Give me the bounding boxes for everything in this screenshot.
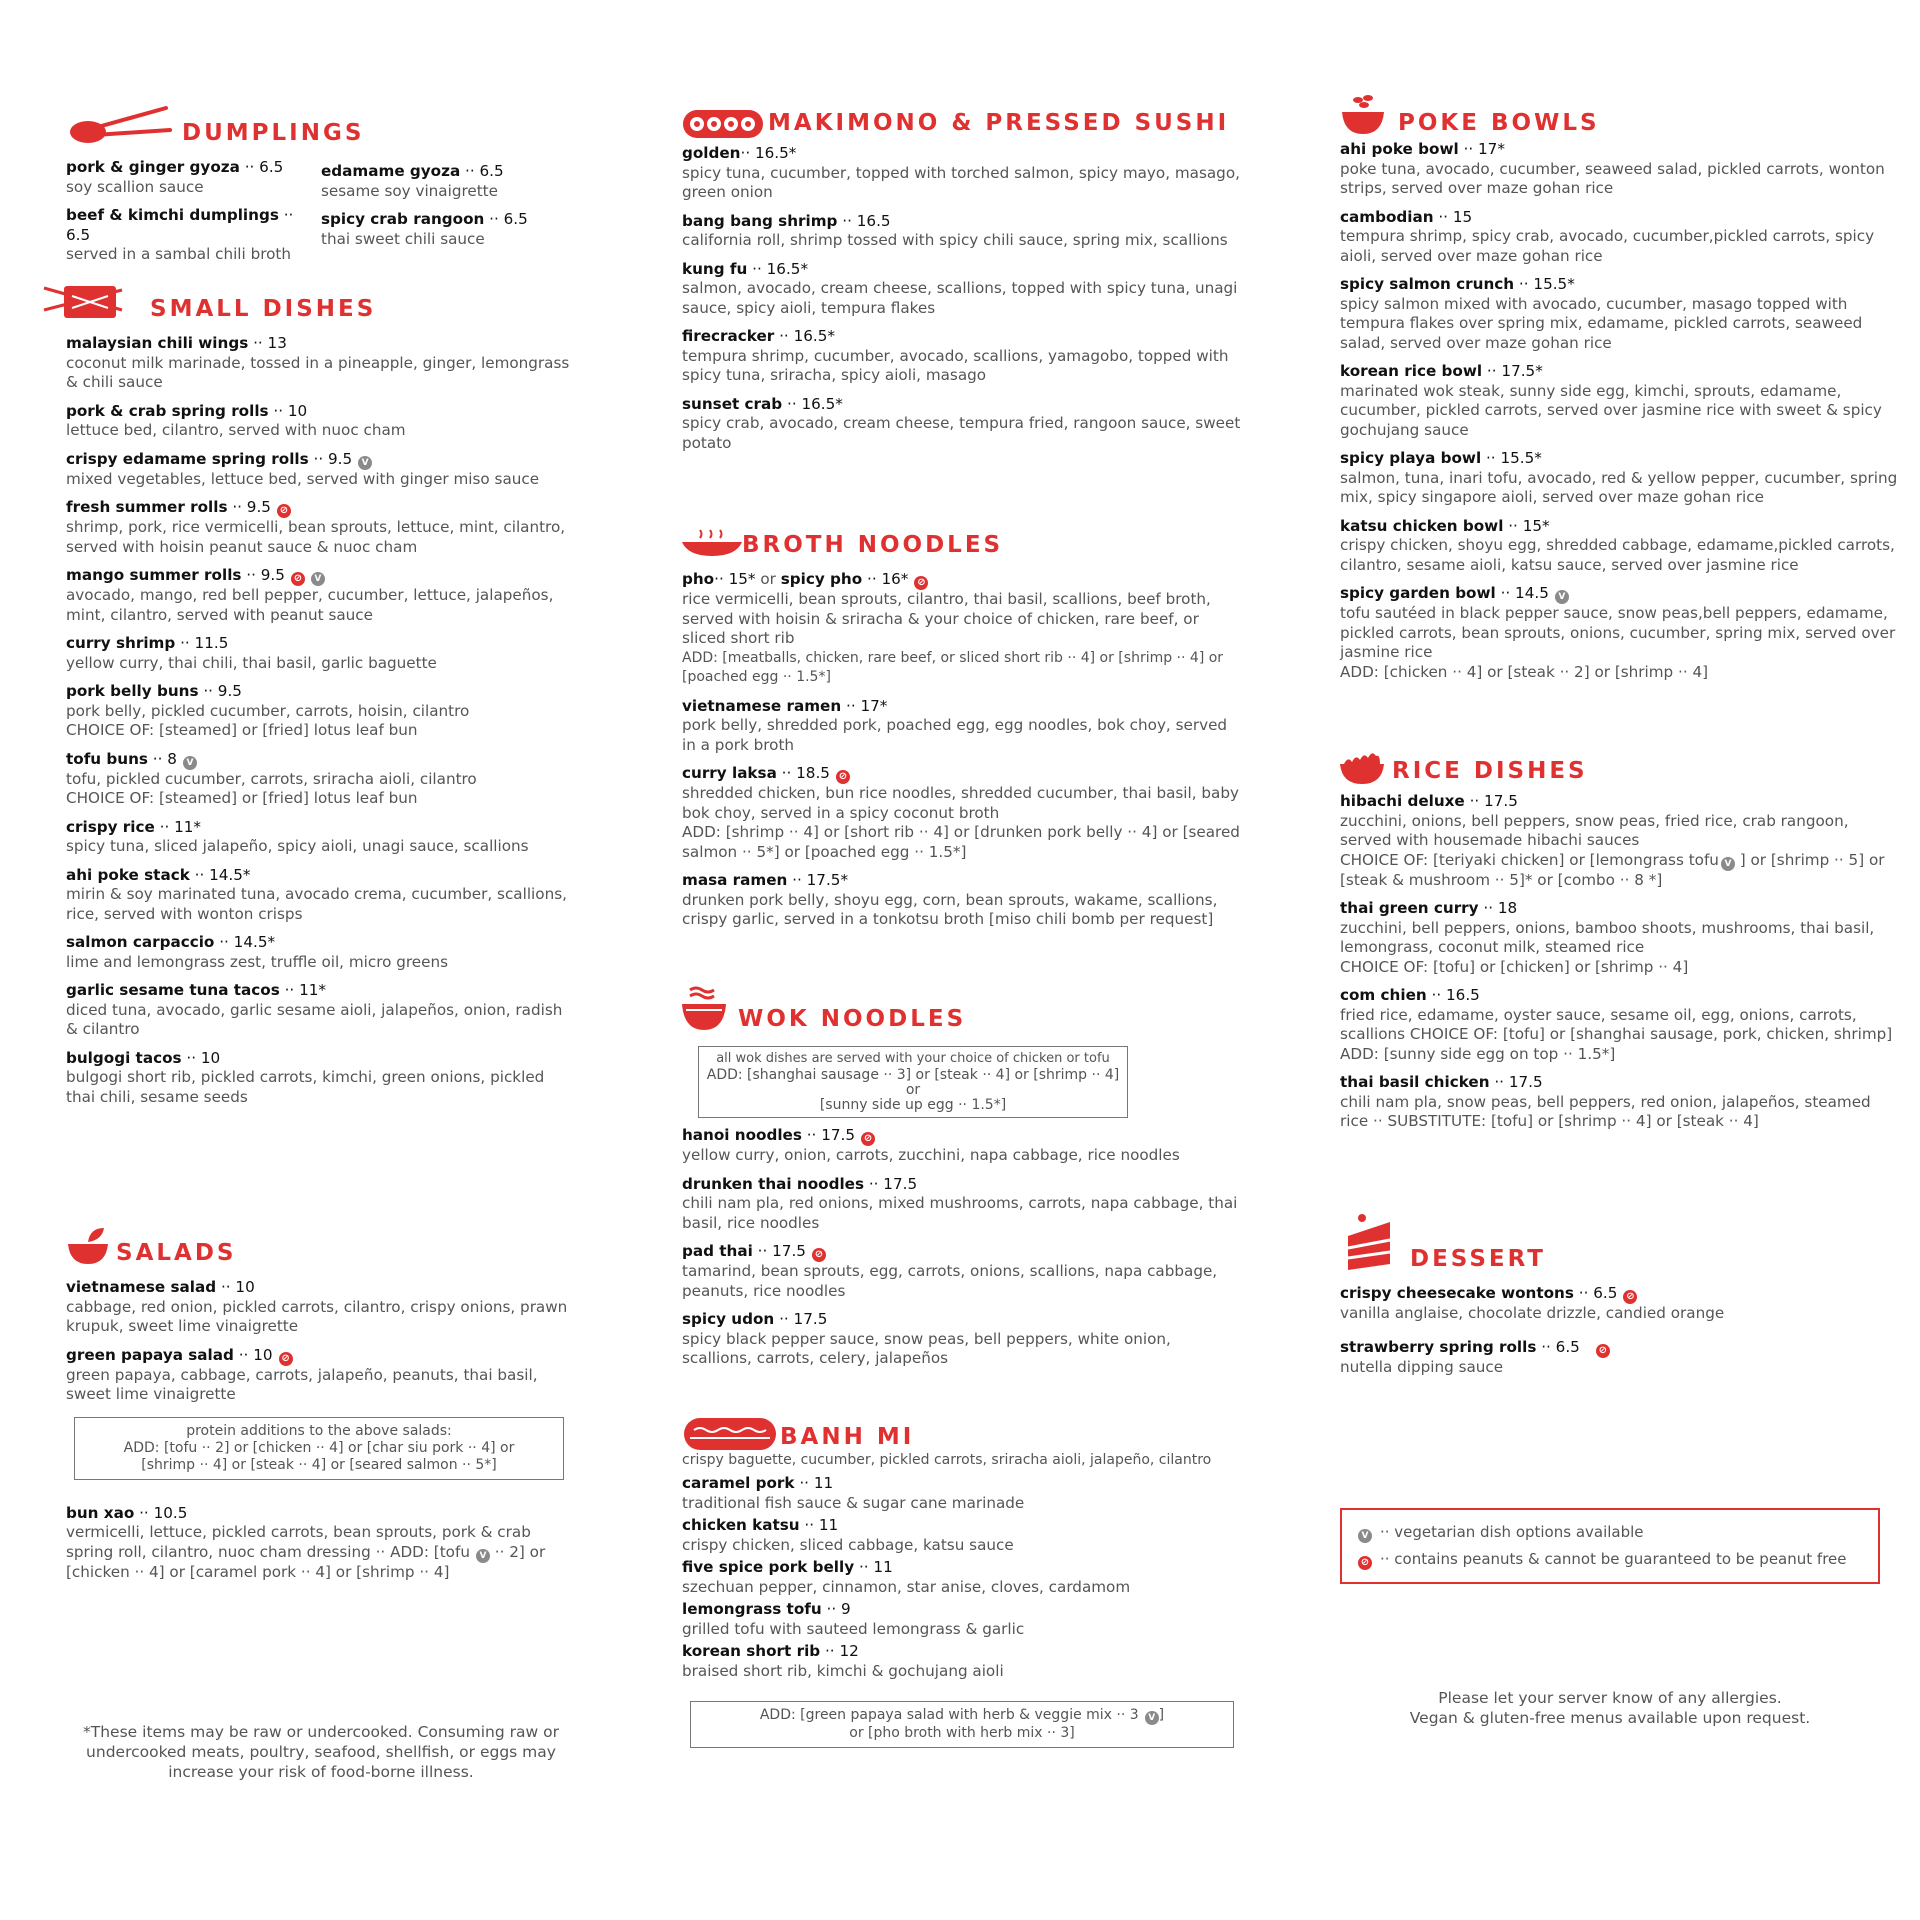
menu-item: green papaya salad ·· 10 ⊘ green papaya, cabbage, carrots, jalapeño, peanuts, thai basil, sweet lime vinaigrette (66, 1345, 538, 1403)
peanut-icon: ⊘ (1358, 1556, 1372, 1570)
section-title: DUMPLINGS (182, 120, 365, 146)
menu-item: masa ramen ·· 17.5* drunken pork belly, shoyu egg, corn, bean sprouts, wakame, scallions, crispy garlic, served in a tonkotsu broth [miso chili bomb per request] (682, 871, 1218, 928)
menu-item: pho·· 15* or spicy pho ·· 16* ⊘ rice vermicelli, bean sprouts, cilantro, thai basil, scallions, beef broth, served with hoisin & sriracha & your choice of chicken, rare beef, or sliced short rib ADD: [meatballs, chicken, rare beef, or sliced short rib ·· 4] or [shrimp ·· 4] or [poached egg ·· 1.5*] (682, 570, 1224, 685)
banh-mi-subtitle: crispy baguette, cucumber, pickled carrots, sriracha aioli, jalapeño, cilantro (682, 1452, 1212, 1468)
section-title: WOK NOODLES (738, 1006, 967, 1032)
tray-chopsticks-icon (42, 280, 124, 324)
menu-item: spicy crab rangoon ·· 6.5 thai sweet chili sauce (321, 210, 528, 248)
menu-item: pork & crab spring rolls ·· 10 lettuce bed, cilantro, served with nuoc cham (66, 401, 406, 439)
menu-item: bulgogi tacos ·· 10 bulgogi short rib, pickled carrots, kimchi, green onions, pickled thai chili, sesame seeds (66, 1048, 545, 1106)
peanut-icon: ⊘ (861, 1132, 875, 1146)
peanut-icon: ⊘ (1623, 1290, 1637, 1304)
peanut-icon: ⊘ (1596, 1344, 1610, 1358)
menu-item: strawberry spring rolls ·· 6.5 ⊘ nutella dipping sauce (1340, 1338, 1900, 1378)
peanut-icon: ⊘ (812, 1248, 826, 1262)
menu-item: bun xao ·· 10.5 vermicelli, lettuce, pickled carrots, bean sprouts, pork & crab spring roll, cilantro, nuoc cham dressing ·· ADD: [tofu V ·· 2] or [chicken ·· 4] or [caramel pork ·· 4] or [shrimp ·· 4] (66, 1503, 546, 1581)
menu-item: ahi poke bowl ·· 17* poke tuna, avocado, cucumber, seaweed salad, pickled carrots, wonton strips, served over maze gohan rice (1340, 140, 1885, 197)
section-dumplings (66, 104, 576, 274)
section-salads (66, 1224, 576, 1591)
menu-item: garlic sesame tuna tacos ·· 11* diced tuna, avocado, garlic sesame aioli, jalapeños, onion, radish & cilantro (66, 981, 563, 1038)
allergy-note: Please let your server know of any allergies. Vegan & gluten-free menus available upon request. (1409, 1689, 1811, 1727)
section-small-dishes (66, 280, 576, 1116)
section-rice-dishes (1340, 746, 1900, 1141)
menu-item: spicy playa bowl ·· 15.5* salmon, tuna, inari tofu, avocado, red & yellow pepper, cucumber, spring mix, spicy singapore aioli, served over maze gohan rice (1340, 449, 1898, 506)
section-title: SMALL DISHES (150, 296, 377, 322)
salad-bowl-icon (66, 1224, 110, 1268)
section-title: BANH MI (780, 1424, 915, 1450)
menu-item: caramel pork ·· 11 traditional fish sauce & sugar cane marinade (682, 1474, 1025, 1512)
peanut-icon: ⊘ (279, 1352, 293, 1366)
vegetarian-icon: V (1555, 590, 1569, 604)
menu-item: five spice pork belly ·· 11 szechuan pepper, cinnamon, star anise, cloves, cardamom (682, 1558, 1131, 1596)
menu-item: korean short rib ·· 12 braised short rib, kimchi & gochujang aioli (682, 1642, 1004, 1680)
menu-item: vietnamese salad ·· 10 cabbage, red onion, pickled carrots, cilantro, crispy onions, prawn krupuk, sweet lime vinaigrette (66, 1278, 568, 1335)
menu-item: lemongrass tofu ·· 9 grilled tofu with sauteed lemongrass & garlic (682, 1600, 1025, 1638)
small-dishes-list (66, 334, 576, 1107)
menu-item: thai green curry ·· 18 zucchini, bell peppers, onions, bamboo shoots, mushrooms, thai basil, lemongrass, coconut milk, steamed rice CHOICE OF: [tofu] or [chicken] or [shrimp ·· 4] (1340, 899, 1875, 976)
vegetarian-icon: V (1721, 857, 1735, 871)
menu-item: spicy udon ·· 17.5 spicy black pepper sauce, snow peas, bell peppers, white onion, scallions, carrots, celery, jalapeños (682, 1310, 1171, 1367)
section-title: POKE BOWLS (1398, 110, 1600, 136)
menu-item: hanoi noodles ·· 17.5 ⊘ yellow curry, onion, carrots, zucchini, napa cabbage, rice noodles (682, 1126, 1180, 1164)
menu-item: malaysian chili wings ·· 13 coconut milk marinade, tossed in a pineapple, ginger, lemongrass & chili sauce (66, 334, 570, 391)
section-dessert (1340, 1212, 1900, 1386)
peanut-icon: ⊘ (291, 572, 305, 586)
sandwich-icon (682, 1416, 778, 1452)
section-broth-noodles (682, 520, 1242, 939)
sushi-rolls-icon (682, 106, 764, 142)
menu-item: edamame gyoza ·· 6.5 sesame soy vinaigrette (321, 162, 504, 200)
menu-item: curry shrimp ·· 11.5 yellow curry, thai chili, thai basil, garlic baguette (66, 634, 437, 672)
menu-item: pork & ginger gyoza ·· 6.5 soy scallion sauce (66, 158, 284, 196)
banh-mi-add-box: ADD: [green papaya salad with herb & veggie mix ·· 3 V ] or [pho broth with herb mix ·· 3] (690, 1701, 1234, 1748)
menu-item: vietnamese ramen ·· 17* pork belly, shredded pork, poached egg, egg noodles, bok choy, served in a pork broth (682, 696, 1228, 754)
menu-item: ahi poke stack ·· 14.5* mirin & soy marinated tuna, avocado crema, cucumber, scallions, rice, served with wonton crisps (66, 865, 567, 923)
menu-item: cambodian ·· 15 tempura shrimp, spicy crab, avocado, cucumber,pickled carrots, spicy aioli, served over maze gohan rice (1340, 207, 1875, 265)
peanut-icon: ⊘ (836, 770, 850, 784)
menu-item: spicy garden bowl ·· 14.5 V tofu sautéed in black pepper sauce, snow peas,bell peppers, edamame, pickled carrots, bean sprouts, onions, cucumber, spring mix, served over jasmine rice ADD: [chicken ·· 4] or [steak ·· 2] or [shrimp ·· 4] (1340, 584, 1896, 681)
peanut-icon: ⊘ (277, 504, 291, 518)
section-poke-bowls (1340, 92, 1900, 691)
vegetarian-icon: V (476, 1549, 490, 1563)
section-title: DESSERT (1410, 1246, 1546, 1272)
vegetarian-icon: V (358, 456, 372, 470)
menu-item: korean rice bowl ·· 17.5* marinated wok steak, sunny side egg, kimchi, sprouts, edamame, cucumber, pickled carrots, served over jasmine rice with sweet & spicy gochujang sauce (1340, 362, 1882, 439)
section-makimono (682, 98, 1242, 462)
menu-item: kung fu ·· 16.5* salmon, avocado, cream cheese, scallions, topped with spicy tuna, unagi sauce, spicy aioli, tempura flakes (682, 259, 1238, 317)
menu-item: pad thai ·· 17.5 ⊘ tamarind, bean sprouts, egg, carrots, onions, scallions, napa cabbage, peanuts, rice noodles (682, 1242, 1218, 1300)
steaming-bowl-icon (682, 524, 742, 560)
menu-item: thai basil chicken ·· 17.5 chili nam pla, snow peas, bell peppers, red onion, jalapeños, steamed rice ·· SUBSTITUTE: [tofu] or [shrimp ·· 4] or [steak ·· 4] (1340, 1073, 1871, 1130)
salad-protein-box: protein additions to the above salads: ADD: [tofu ·· 2] or [chicken ·· 4] or [char siu pork ·· 4] or [shrimp ·· 4] or [steak ·· 4] or [seared salmon ·· 5*] (74, 1417, 564, 1480)
raw-food-footnote: *These items may be raw or undercooked. Consuming raw or undercooked meats, poultry, seafood, shellfish, or eggs may increase your risk of food-borne illness. (83, 1723, 559, 1781)
section-banh-mi (682, 1412, 1242, 1748)
menu-item: salmon carpaccio ·· 14.5* lime and lemongrass zest, truffle oil, micro greens (66, 933, 449, 971)
menu-item: spicy salmon crunch ·· 15.5* spicy salmon mixed with avocado, cucumber, masago topped with tempura flakes over spring mix, edamame, pickled carrots, seaweed salad, served over maze gohan rice (1340, 275, 1863, 352)
vegetarian-icon: V (311, 572, 325, 586)
noodle-bowl-icon (682, 984, 726, 1034)
menu-item: tofu buns ·· 8 V tofu, pickled cucumber, carrots, sriracha aioli, cilantro CHOICE OF: [steamed] or [fried] lotus leaf bun (66, 749, 477, 807)
section-title: SALADS (116, 1240, 237, 1266)
menu-item: pork belly buns ·· 9.5 pork belly, pickled cucumber, carrots, hoisin, cilantro CHOICE OF: [steamed] or [fried] lotus leaf bun (66, 682, 470, 739)
menu-item: drunken thai noodles ·· 17.5 chili nam pla, red onions, mixed mushrooms, carrots, napa cabbage, thai basil, rice noodles (682, 1174, 1238, 1232)
rice-bowl-icon (1340, 750, 1384, 786)
section-title: BROTH NOODLES (742, 532, 1004, 558)
section-wok-noodles (682, 984, 1242, 1378)
vegetarian-icon: V (1145, 1711, 1159, 1725)
menu-item: beef & kimchi dumplings ·· 6.5 served in a sambal chili broth (66, 206, 294, 263)
menu-item: crispy edamame spring rolls ·· 9.5 V mixed vegetables, lettuce bed, served with ginger miso sauce (66, 449, 540, 488)
menu-item: sunset crab ·· 16.5* spicy crab, avocado, cream cheese, tempura fried, rangoon sauce, sweet potato (682, 394, 1241, 452)
menu-item: curry laksa ·· 18.5 ⊘ shredded chicken, bun rice noodles, shredded cucumber, thai basil, baby bok choy, served in a spicy coconut broth ADD: [shrimp ·· 4] or [short rib ·· 4] or [drunken pork belly ·· 4] or [seared salmon ·· 5*] or [poached egg ·· 1.5*] (682, 764, 1240, 861)
menu-item: crispy rice ·· 11* spicy tuna, sliced jalapeño, spicy aioli, unagi sauce, scallions (66, 817, 529, 855)
dietary-legend: V ·· vegetarian dish options available ⊘ ·· contains peanuts & cannot be guaranteed to be peanut free (1340, 1508, 1880, 1584)
menu-item: hibachi deluxe ·· 17.5 zucchini, onions, bell peppers, snow peas, fried rice, crab rangoon, served with housemade hibachi sauces CHOICE OF: [teriyaki chicken] or [lemongrass tofu V ] or [shrimp ·· 5] or [steak & mushroom ·· 5]* or [combo ·· 8 *] (1340, 792, 1885, 889)
menu-item: fresh summer rolls ·· 9.5 ⊘ shrimp, pork, rice vermicelli, bean sprouts, lettuce, mint, cilantro, served with hoisin peanut sauce & nuoc cham (66, 498, 566, 556)
chopsticks-dumpling-icon (66, 104, 176, 148)
menu-item: katsu chicken bowl ·· 15* crispy chicken, shoyu egg, shredded cabbage, edamame,pickled carrots, cilantro, sesame aioli, katsu sauce, served over jasmine rice (1340, 516, 1895, 574)
section-title: MAKIMONO & PRESSED SUSHI (768, 110, 1230, 136)
menu-item: crispy cheesecake wontons ·· 6.5 ⊘ vanilla anglaise, chocolate drizzle, candied orange (1340, 1284, 1725, 1322)
menu-item: chicken katsu ·· 11 crispy chicken, sliced cabbage, katsu sauce (682, 1516, 1014, 1554)
menu-item: golden·· 16.5* spicy tuna, cucumber, topped with torched salmon, spicy mayo, masago, green onion (682, 144, 1240, 201)
poke-bowl-icon (1340, 92, 1386, 138)
menu-item: bang bang shrimp ·· 16.5 california roll, shrimp tossed with spicy chili sauce, spring mix, scallions (682, 211, 1228, 249)
menu-item: firecracker ·· 16.5* tempura shrimp, cucumber, avocado, scallions, yamagobo, topped with spicy tuna, sriracha, spicy aioli, masago (682, 327, 1229, 384)
vegetarian-icon: V (1358, 1529, 1372, 1543)
menu-item: com chien ·· 16.5 fried rice, edamame, oyster sauce, sesame oil, egg, onions, carrots, scallions CHOICE OF: [tofu] or [shanghai sausage, pork, chicken, shrimp] ADD: [sunny side egg on top ·· 1.5*] (1340, 986, 1893, 1063)
wok-options-box: all wok dishes are served with your choice of chicken or tofu ADD: [shanghai sausage ·· 3] or [steak ·· 4] or [shrimp ·· 4] or [sunny side up egg ·· 1.5*] (698, 1046, 1128, 1118)
cake-slice-icon (1346, 1212, 1396, 1274)
peanut-icon: ⊘ (914, 576, 928, 590)
vegetarian-icon: V (183, 756, 197, 770)
section-title: RICE DISHES (1392, 758, 1588, 784)
menu-item: mango summer rolls ·· 9.5 ⊘ V avocado, mango, red bell pepper, cucumber, lettuce, jalapeños, mint, cilantro, served with peanut sauce (66, 566, 554, 624)
